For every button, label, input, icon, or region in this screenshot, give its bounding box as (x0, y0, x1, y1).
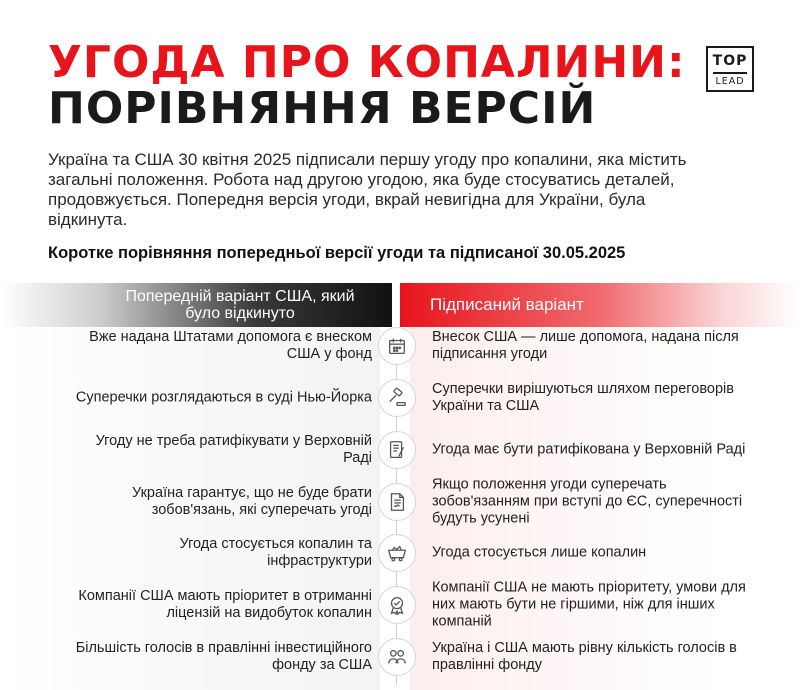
row-signed-text: Компанії США не мають пріоритету, умови для них мають бути не гіршими, ніж для інших компаній (432, 579, 746, 630)
row-signed-text: Угода стосується лише копалин (432, 544, 647, 561)
comparison-row (0, 321, 800, 371)
comparison-row (0, 632, 800, 682)
top-lead-logo (706, 46, 754, 92)
contract-icon (378, 483, 416, 521)
gavel-icon (378, 379, 416, 417)
comparison-subtitle: Коротке порівняння попередньої версії угоди та підписаної 30.05.2025 (48, 244, 626, 262)
page-title (48, 37, 686, 134)
row-previous-text: Вже надана Штатами допомога є внеском США у фонд (89, 329, 372, 362)
row-signed-text: Угода має бути ратифікована у Верховній Раді (432, 441, 746, 458)
license-badge-icon (378, 586, 416, 624)
row-signed-text: Суперечки вирішуються шляхом переговорів України та США (432, 381, 734, 414)
row-previous-text: Україна гарантує, що не буде брати зобов'язань, які суперечать угоді (132, 485, 372, 518)
logo-lead-text: LEAD (713, 72, 747, 88)
mine-cart-icon (378, 534, 416, 572)
row-previous-text: Угода стосується копалин та інфраструктури (179, 536, 372, 569)
header-signed-label: Підписаний варіант (430, 295, 584, 314)
row-previous-text: Компанії США мають пріоритет в отриманні ліцензій на видобуток копалин (78, 588, 372, 621)
comparison-row (0, 580, 800, 630)
row-previous-text: Більшість голосів в правлінні інвестиційного фонду за США (75, 640, 372, 673)
row-signed-text: Україна і США мають рівну кількість голосів в правлінні фонду (432, 640, 737, 673)
header-previous-label: Попередній варіант США, який було відкинуто (125, 288, 355, 322)
document-pen-icon (378, 431, 416, 469)
comparison-row (0, 528, 800, 578)
comparison-row (0, 477, 800, 527)
row-previous-text: Суперечки розглядаються в суді Нью-Йорка (75, 389, 372, 406)
calendar-icon (378, 327, 416, 365)
logo-top-text: TOP (712, 53, 748, 69)
people-icon (378, 638, 416, 676)
row-signed-text: Внесок США — лише допомога, надана після підписання угоди (432, 329, 739, 362)
title-line-2: ПОРІВНЯННЯ ВЕРСІЙ (48, 83, 597, 134)
row-previous-text: Угоду не треба ратифікувати у Верховній Раді (95, 433, 372, 466)
intro-paragraph: Україна та США 30 квітня 2025 підписали першу угоду про копалини, яка містить загальні положення. Робота над другою угодою, яка буде стосуватись деталей, продовжується. Попередня версія угоди, вкрай невигідна для України, була відкинута. (48, 150, 687, 229)
comparison-row (0, 373, 800, 423)
comparison-row (0, 425, 800, 475)
row-signed-text: Якщо положення угоди суперечать зобов'язанням при вступі до ЄС, суперечності будуть усунені (432, 476, 743, 527)
title-line-1: УГОДА ПРО КОПАЛИНИ: (48, 37, 686, 88)
